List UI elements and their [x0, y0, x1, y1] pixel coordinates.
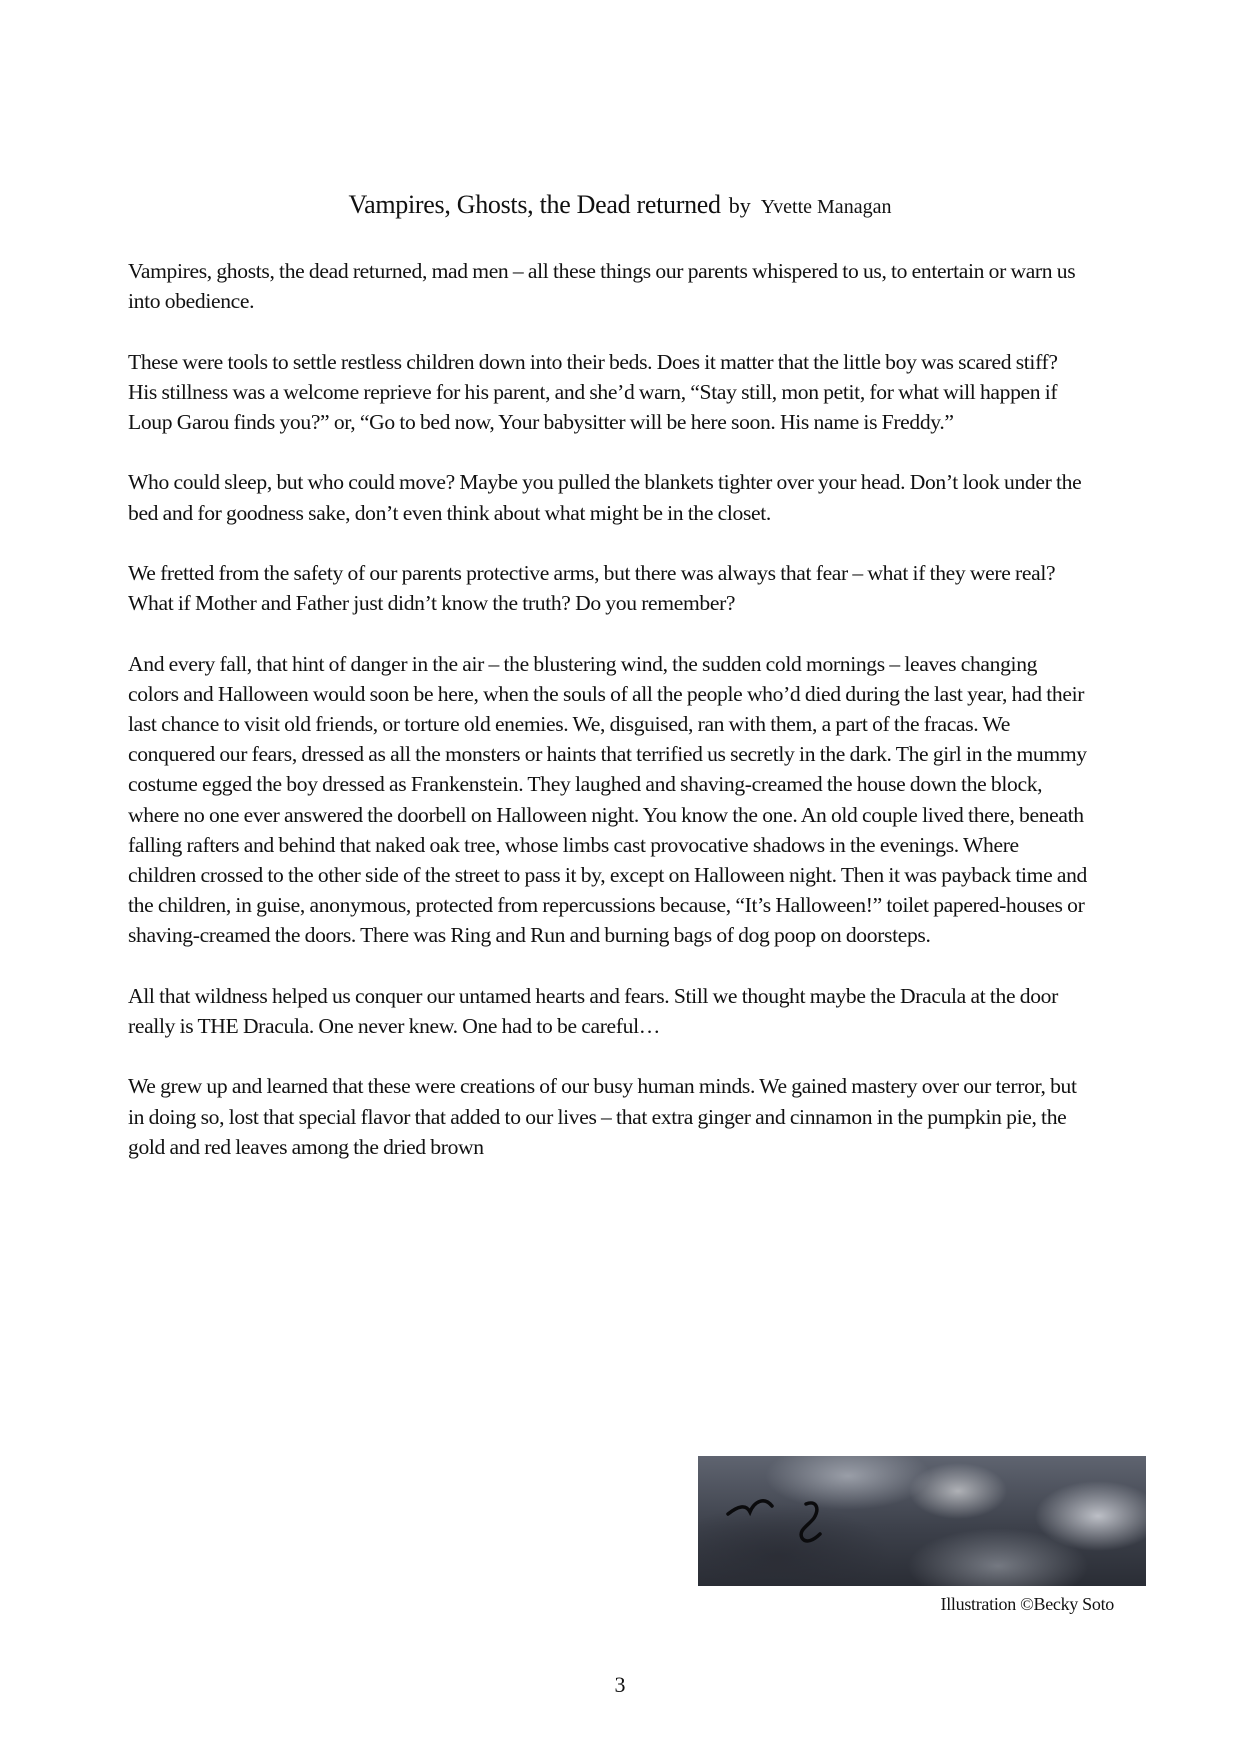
- paragraph-3: Who could sleep, but who could move? Maybe you pulled the blankets tighter over your head. Don’t look under the bed and for goodness sake, don’t even think about what might be in the closet.: [128, 470, 1082, 525]
- paragraph-6: All that wildness helped us conquer our untamed hearts and fears. Still we thought maybe the Dracula at the door really is THE Dracula. One never knew. One had to be careful…: [128, 983, 1058, 1038]
- paragraph-4: We fretted from the safety of our parents protective arms, but there was always that fear – what if they were real? What if Mother and Father just didn’t know the truth? Do you remember?: [128, 560, 1056, 616]
- illustration-caption: Illustration ©Becky Soto: [940, 1594, 1114, 1614]
- document-title: Vampires, Ghosts, the Dead returned: [348, 190, 721, 219]
- paragraph-5: And every fall, that hint of danger in the air – the blustering wind, the sudden cold mornings – leaves changing colors and Halloween would soon be here, when the souls of all the people who’d died during the last year, had their last chance to visit old friends, or torture old enemies. We, disguised, ran with them, a part of the fracas. We conquered our fears, dressed as all the monsters or haints that terrified us secretly in the dark. The girl in the mummy costume egged the boy dressed as Frankenstein. They laughed and shaving-creamed the house down the block, where no one ever answered the doorbell on Halloween night. You know the one. An old couple lived there, beneath falling rafters and behind that naked oak tree, whose limbs cast provocative shadows in the evenings. Where children crossed to the other side of the street to pass it by, except on Halloween night. Then it was payback time and the children, in guise, anonymous, protected from repercussions because, “It’s Halloween!” toilet papered-houses or shaving-creamed the doors. There was Ring and Run and burning bags of dog poop on doorsteps.: [128, 651, 1087, 948]
- author-name: Yvette Managan: [760, 196, 892, 218]
- page-number: 3: [614, 1672, 626, 1697]
- illustration-image: [698, 1456, 1146, 1586]
- paragraph-2: These were tools to settle restless children down into their beds. Does it matter that the little boy was scared stiff? His stillness was a welcome reprieve for his parent, and she’d warn, “Stay still, mon petit, for what will happen if Loup Garou finds you?” or, “Go to bed now, Your babysitter will be here soon. His name is Freddy.”: [128, 349, 1058, 434]
- paragraph-7: We grew up and learned that these were creations of our busy human minds. We gained mastery over our terror, but in doing so, lost that special flavor that added to our lives – that extra ginger and cinnamon in the pumpkin pie, the gold and red leaves among the dried brown: [128, 1074, 1077, 1159]
- body-text: [128, 256, 1088, 1192]
- paragraph-1: Vampires, ghosts, the dead returned, mad men – all these things our parents whispered to us, to entertain or warn us into obedience.: [128, 259, 1076, 314]
- title-by: by: [728, 193, 751, 218]
- bats-silhouette-icon: [698, 1456, 1146, 1586]
- title-line: [0, 190, 1240, 220]
